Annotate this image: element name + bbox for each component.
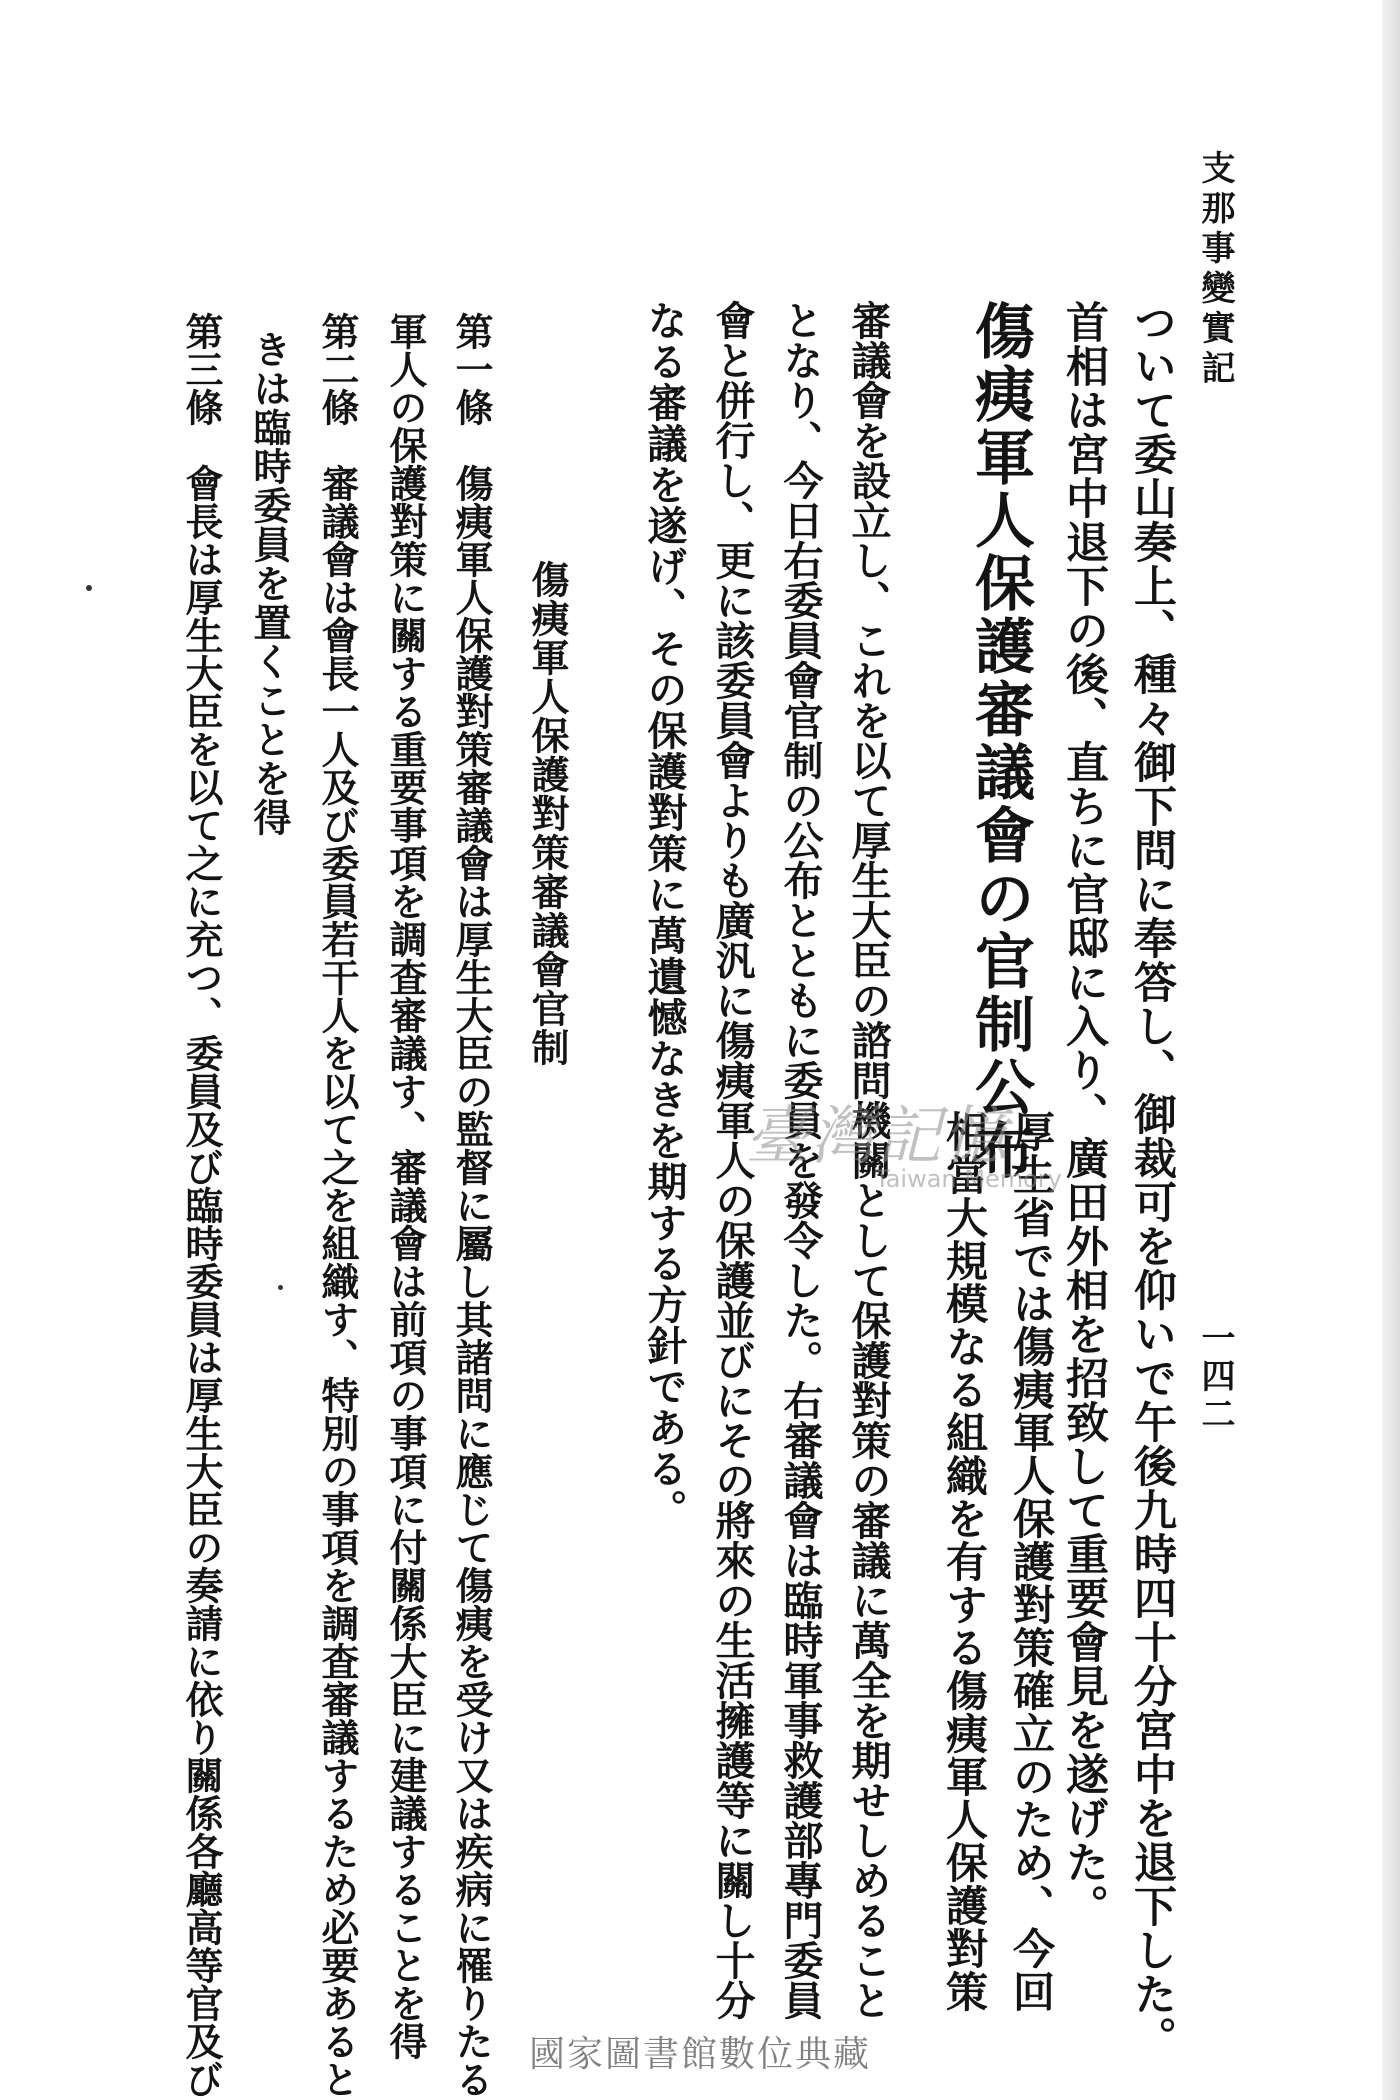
watermark-subtext: Taiwan Memory [875, 1165, 1062, 1193]
running-title: 支那事變實記 [1195, 150, 1235, 390]
article-line-3: 審議會を設立し、これを以て厚生大臣の諮問機關として保護對策の審議に萬全を期せしめること [845, 300, 892, 2020]
scan-edge [1382, 0, 1400, 2100]
footer-credit: 國家圖書館數位典藏 [528, 2034, 871, 2075]
regulation-title: 傷痍軍人保護對策審議會官制 [525, 560, 570, 1067]
article-clause-2: 第二條 審議會は會長一人及び委員若干人を以て之を組織す、特別の事項を調査審議するため必要あると [315, 312, 360, 2098]
page-number: 一四二 [1195, 1320, 1235, 1434]
article-clause-1: 第一條 傷痍軍人保護對策審議會は厚生大臣の監督に屬し其諸問に應じて傷痍を受け又は疾病に罹りたる [449, 312, 494, 2098]
article-clause-3: 第三條 會長は厚生大臣を以て之に充つ、委員及び臨時委員は厚生大臣の奏請に依り關係各廳高等官及び [179, 312, 224, 2098]
article-clause-2-cont: きは臨時委員を置くことを得 [247, 330, 292, 837]
article-line-6: なる審議を遂げ、その保護對策に萬遺憾なきを期する方針である。 [641, 300, 688, 1530]
watermark-text: 臺灣記憶 [745, 1100, 1009, 1174]
article-line-5: 會と併行し、更に該委員會よりも廣汎に傷痍軍人の保護並びにその將來の生活擁護等に關し十分 [709, 300, 756, 2020]
scan-speck [86, 585, 92, 591]
intro-line-1: ついて委山奏上、種々御下問に奉答し、御裁可を仰いで午後九時四十分宮中を退下した。 [1127, 300, 1177, 2060]
article-clause-1-cont: 軍人の保護對策に關する重要事項を調査審議す、審議會は前項の事項に付關係大臣に建議することを得 [383, 312, 428, 2060]
article-line-2: 相當大規模なる組織を有する傷痍軍人保護對策 [940, 1110, 989, 2013]
article-title: 傷痍軍人保護審議會の官制公布 [965, 300, 1035, 1182]
article-line-1: 厚生省では傷痍軍人保護對策確立のため、今回 [1007, 1110, 1056, 2013]
scan-speck [278, 1285, 283, 1290]
article-line-4: となり、今日右委員會官制の公布とともに委員を發令した。右審議會は臨時軍事救護部專門委員 [777, 300, 824, 2020]
watermark [745, 1085, 1062, 1215]
intro-line-2: 首相は宮中退下の後、直ちに官邸に入り、廣田外相を招致して重要會見を遂げた。 [1059, 300, 1109, 1928]
